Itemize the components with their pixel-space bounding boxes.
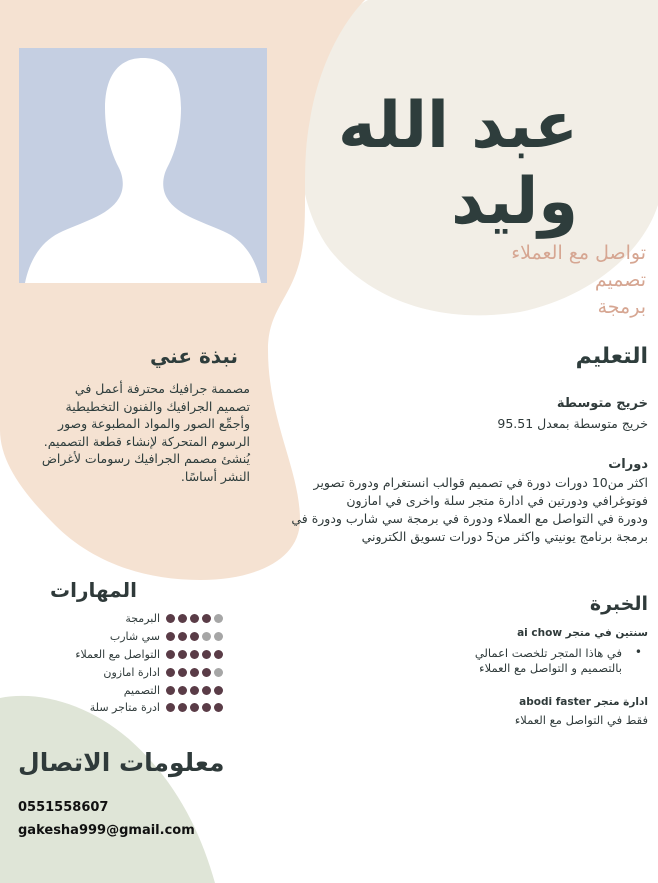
skill-dot bbox=[190, 650, 199, 659]
skill-dot bbox=[178, 614, 187, 623]
skill-row bbox=[60, 610, 230, 628]
skill-dot bbox=[190, 632, 199, 641]
skill-dot bbox=[214, 650, 223, 659]
skill-dot bbox=[214, 632, 223, 641]
courses-title: دورات bbox=[608, 457, 648, 472]
skill-row bbox=[60, 628, 230, 646]
email-address: gakesha999@gmail.com bbox=[18, 823, 195, 838]
person-silhouette-icon bbox=[19, 48, 267, 283]
skill-level-dots bbox=[166, 703, 223, 712]
courses-line: ودورة في التواصل مع العملاء ودورة في برمجة سي شارب ودورة في bbox=[291, 511, 648, 526]
role-item: برمجة bbox=[597, 296, 646, 318]
roles-list bbox=[386, 240, 646, 321]
skill-dot bbox=[166, 686, 175, 695]
skill-dot bbox=[202, 703, 211, 712]
skill-row bbox=[60, 699, 230, 717]
skill-dot bbox=[166, 632, 175, 641]
courses-line: اكثر من10 دورات دورة في تصميم قوالب انستغرام ودورة تصوير bbox=[313, 475, 648, 490]
skill-dot bbox=[214, 668, 223, 677]
skill-row bbox=[60, 663, 230, 681]
skill-label: ادرة متاجر سلة bbox=[89, 701, 160, 715]
experience-title: الخبرة bbox=[589, 593, 648, 615]
skill-label: التواصل مع العملاء bbox=[75, 647, 160, 661]
skill-row bbox=[60, 646, 230, 664]
person-name bbox=[248, 88, 578, 240]
about-text: مصممة جرافيك محترفة أعمل في تصميم الجرافيك والفنون التخطيطية وأجمِّع الصور والمواد المطبوعة وصور الرسوم المتحركة لإنشاء قطعة التصميم. يُنشئ مصمم الجرافيك رسومات لأغراض النشر أساسًا. bbox=[41, 381, 250, 484]
role-item: تواصل مع العملاء bbox=[511, 242, 646, 264]
job-1-description: في هاذا المتجر تلخصت اعمالي بالتصميم و التواصل مع العملاء bbox=[474, 646, 622, 675]
name-line-2: وليد bbox=[451, 165, 578, 239]
skill-level-dots bbox=[166, 668, 223, 677]
skill-dot bbox=[190, 686, 199, 695]
skill-label: البرمجة bbox=[125, 612, 160, 626]
skill-dot bbox=[190, 668, 199, 677]
skill-level-dots bbox=[166, 614, 223, 623]
skill-level-dots bbox=[166, 632, 223, 641]
courses-line: فوتوغرافي ودورتين في ادارة متجر سلة واخرى في امازون bbox=[346, 493, 648, 508]
contact-title: معلومات الاتصال bbox=[18, 748, 225, 777]
about-title: نبذة عني bbox=[149, 344, 238, 368]
name-line-1: عبد الله bbox=[338, 89, 578, 163]
courses-line: برمجة برنامج يونيتي واكثر من5 دورات تسويق الكتروني bbox=[361, 529, 648, 544]
job-1-title: سنتين في متجر ai chow bbox=[517, 627, 648, 639]
education-degree-text: خريج متوسطة بمعدل 95.51 bbox=[497, 416, 648, 431]
skill-dot bbox=[202, 632, 211, 641]
skill-dot bbox=[178, 668, 187, 677]
skill-dot bbox=[178, 650, 187, 659]
skill-dot bbox=[190, 614, 199, 623]
profile-photo-placeholder bbox=[19, 48, 267, 283]
education-degree-title: خريج متوسطة bbox=[556, 396, 648, 411]
skill-dot bbox=[166, 703, 175, 712]
skill-dot bbox=[202, 686, 211, 695]
skill-dot bbox=[190, 703, 199, 712]
sage-blob bbox=[0, 696, 215, 883]
job-2-description: فقط في التواصل مع العملاء bbox=[514, 713, 648, 727]
skill-dot bbox=[202, 614, 211, 623]
skill-dot bbox=[214, 614, 223, 623]
skill-dot bbox=[202, 668, 211, 677]
skill-level-dots bbox=[166, 650, 223, 659]
skill-dot bbox=[166, 614, 175, 623]
skill-label: ادارة امازون bbox=[103, 665, 160, 679]
skill-level-dots bbox=[166, 686, 223, 695]
courses-section bbox=[268, 456, 648, 546]
skill-dot bbox=[166, 668, 175, 677]
skills-list bbox=[60, 610, 230, 717]
phone-number: 0551558607 bbox=[18, 800, 109, 815]
bullet-icon: • bbox=[634, 645, 642, 659]
skill-dot bbox=[178, 686, 187, 695]
skill-label: التصميم bbox=[123, 683, 160, 697]
job-2-title: ادارة متجر abodi faster bbox=[519, 696, 648, 708]
education-title: التعليم bbox=[575, 344, 648, 369]
skill-dot bbox=[178, 632, 187, 641]
skill-dot bbox=[178, 703, 187, 712]
skill-dot bbox=[214, 686, 223, 695]
skills-title: المهارات bbox=[50, 578, 137, 602]
skill-label: سي شارب bbox=[109, 630, 160, 644]
role-item: تصميم bbox=[594, 269, 646, 291]
skill-row bbox=[60, 681, 230, 699]
skill-dot bbox=[166, 650, 175, 659]
skill-dot bbox=[202, 650, 211, 659]
skill-dot bbox=[214, 703, 223, 712]
